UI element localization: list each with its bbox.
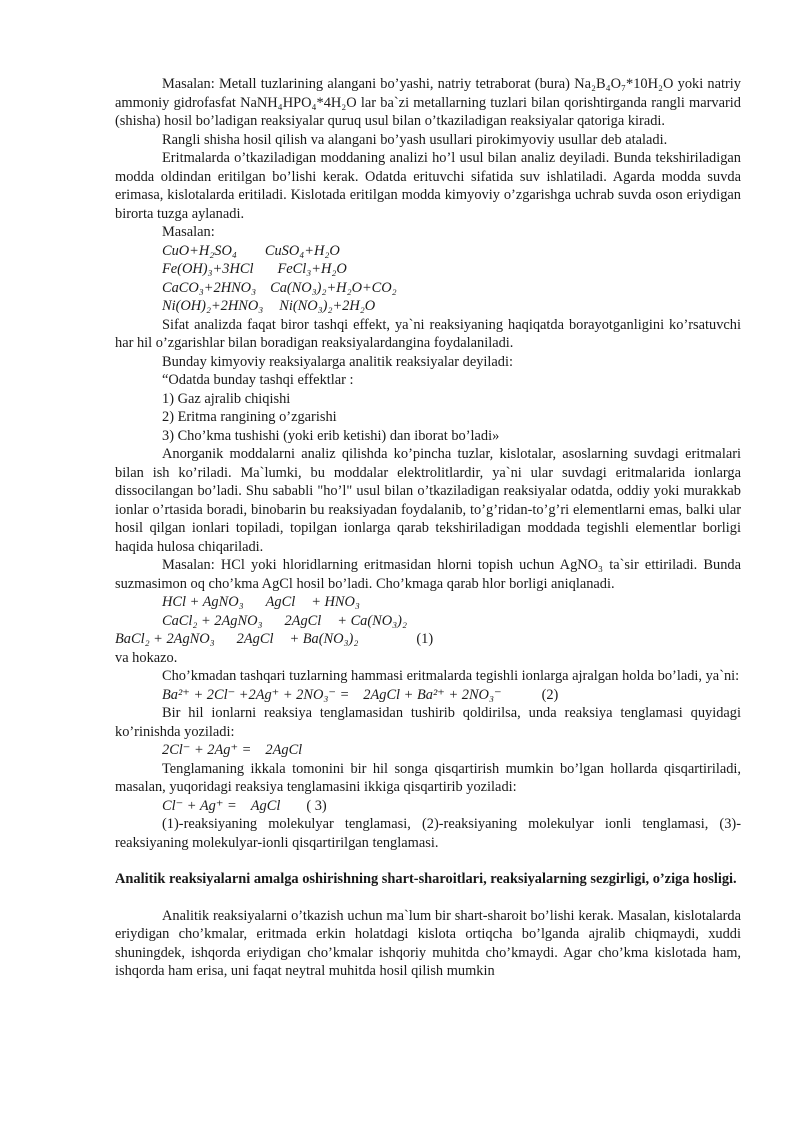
paragraph: Anorganik moddalarni analiz qilishda ko’pincha tuzlar, kislotalar, asoslarning suvdagi eritmalari bilan ish ko’riladi. Ma`lumki, bu moddalar elektrolitlardir, ya`ni ular suvdagi eritmalarida ionlarga dissocilangan bo’ladi. Shu sababli "ho’l" usul bilan o’tkaziladigan reaksiyalar odatda, oddiy yoki murakkab ionlar o’rtasida boradi, binobarin bu reaksiyadan foydalanib, to’g’ridan-to’g’ri elementlarni emas, balki ular hosil qilgan ionlari topiladi, topilgan ionlarga qarab tekshiriladigan moddada tegishli elementlar borligi haqida hulosa chiqariladi. bbox=[115, 446, 741, 555]
equation-left: Cl⁻ + Ag⁺ = bbox=[162, 797, 237, 814]
equation-right: 2AgCl + Ba²⁺ + 2NO₃⁻ bbox=[363, 686, 502, 703]
paragraph: Cho’kmadan tashqari tuzlarning hammasi eritmalarda tegishli ionlarga ajralgan holda bo’ladi, ya`ni: bbox=[162, 668, 740, 684]
paragraph: Rangli shisha hosil qilish va alangani bo’yash usullari pirokimyoviy usullar deb ataladi. bbox=[162, 131, 668, 148]
list-item: 1) Gaz ajralib chiqishi bbox=[162, 390, 291, 407]
ionic-equation bbox=[115, 686, 741, 705]
reaction-product: 2AgCl bbox=[284, 612, 322, 629]
paragraph: Bir hil ionlarni reaksiya tenglamasidan tushirib qoldirilsa, unda reaksiya tenglamasi quyidagi ko’rinishda yoziladi: bbox=[115, 705, 741, 740]
reaction-right: + Ba(NO₃)₂ bbox=[289, 631, 359, 647]
text-line: va hokazo. bbox=[115, 649, 178, 666]
equation-left: 2Cl⁻ + 2Ag⁺ = bbox=[162, 742, 252, 758]
paragraph: Bunday kimyoviy reaksiyalarga analitik reaksiyalar deyiladi: bbox=[162, 353, 513, 370]
reaction-right: Ni(NO₃)₂+2H₂O bbox=[279, 298, 376, 314]
paragraph: (1)-reaksiyaning molekulyar tenglamasi, (2)-reaksiyaning molekulyar ionli tenglamasi, (3)-reaksiyaning molekulyar-ionli qisqartirilgan tenglamasi. bbox=[115, 816, 741, 851]
equation-right: 2AgCl bbox=[265, 742, 303, 758]
reaction-left: HCl + AgNO₃ bbox=[162, 594, 244, 610]
list-item: 2) Eritma rangining o’zgarishi bbox=[162, 409, 337, 425]
reaction-line bbox=[115, 297, 741, 316]
paragraph: Masalan: HCl yoki hloridlarning eritmasidan hlorni topish uchun AgNO₃ ta`sir ettiriladi. Bunda suzmasimon oq cho’kma AgCl hosil bo’ladi. Cho’kmaga qarab hlor borligi aniqlanadi. bbox=[115, 557, 741, 592]
reaction-right: FeCl₃+H₂O bbox=[277, 261, 347, 277]
reaction-line bbox=[115, 593, 741, 612]
equation-left: Ba²⁺ + 2Cl⁻ +2Ag⁺ + 2NO₃⁻ = bbox=[162, 686, 350, 703]
reaction-left: CaCO₃+2HNO₃ bbox=[162, 279, 257, 296]
reaction-product: 2AgCl bbox=[236, 631, 274, 647]
reaction-line bbox=[115, 612, 741, 631]
reaction-line bbox=[115, 279, 741, 298]
reaction-line bbox=[115, 260, 741, 279]
equation-number: (1) bbox=[416, 631, 434, 647]
list-item: 3) Cho’kma tushishi (yoki erib ketishi) dan iborat bo’ladi» bbox=[162, 427, 500, 444]
reaction-product: AgCl bbox=[265, 594, 296, 610]
paragraph: Masalan: Metall tuzlarining alangani bo’yashi, natriy tetraborat (bura) Na₂B₄O₇*10H₂O yoki natriy ammoniy gidrofasfat NaNH₄HPO₄*4H₂O lar ba`zi metallarning tuzlari bilan qorishtirganda rangli marvarid (shisha) hosil bo’ladigan reaksiyalar quruq usul bilan o’tkaziladigan reaksiyalar qatoriga kiradi. bbox=[115, 76, 741, 129]
reaction-left: BaCl₂ + 2AgNO₃ bbox=[115, 631, 215, 647]
example-label: Masalan: bbox=[162, 224, 215, 240]
reaction-right: CuSO₄+H₂O bbox=[264, 242, 340, 259]
reaction-left: Ni(OH)₂+2HNO₃ bbox=[162, 298, 264, 314]
equation-number: ( 3) bbox=[306, 797, 327, 814]
paragraph: Analitik reaksiyalarni o’tkazish uchun ma`lum bir shart-sharoit bo’lishi kerak. Masalan, kislotalarda eriydigan cho’kmalar, eritmada erkin holatdagi kislota ortiqcha bo’lganda ajralib chiqmaydi, xuddi shuningdek, ishqorda eriydigan cho’kmalar ishqoriy muhitda cho’kmaydi. Agar cho’kma kislotada ham, ishqorda ham erisa, uni faqat neytral muhitda hosil qilish mumkin bbox=[115, 907, 741, 979]
reaction-left: Fe(OH)₃+3HCl bbox=[162, 261, 254, 277]
reaction-right: Ca(NO₃)₂+H₂O+CO₂ bbox=[270, 279, 397, 296]
document-body bbox=[115, 75, 741, 981]
ionic-equation bbox=[115, 741, 741, 760]
section-heading: Analitik reaksiyalarni amalga oshirishning shart-sharoitlari, reaksiyalarning sezgirligi, o’ziga hosligi. bbox=[115, 871, 737, 887]
reaction-line bbox=[115, 630, 741, 649]
paragraph: Tenglamaning ikkala tomonini bir hil songa qisqartirish mumkin bo’lgan hollarda qisqartiriladi, masalan, yuqoridagi reaksiya tenglamasini ikkiga qisqartirib yoziladi: bbox=[115, 760, 741, 795]
paragraph: Eritmalarda o’tkaziladigan moddaning analizi ho’l usul bilan analiz deyiladi. Bunda tekshiriladigan modda oldindan eritilgan bo’lishi kerak. Odatda erituvchi sifatida suv ishlatiladi. Agarda modda suvda erimasa, kislotalarda eritiladi. Kislotada eritilgan modda kimyoviy o’zgarishga uchrab suvda oson eriydigan birorta tuzga aylanadi. bbox=[115, 150, 741, 222]
equation-right: AgCl bbox=[250, 797, 281, 814]
reaction-left: CaCl₂ + 2AgNO₃ bbox=[162, 612, 263, 629]
reaction-right: + Ca(NO₃)₂ bbox=[337, 612, 407, 629]
reaction-left: CuO+H₂SO₄ bbox=[162, 242, 237, 259]
ionic-equation bbox=[115, 797, 741, 816]
equation-number: (2) bbox=[541, 686, 559, 703]
reaction-line bbox=[115, 242, 741, 261]
paragraph: Sifat analizda faqat biror tashqi effekt, ya`ni reaksiyaning haqiqatda borayotganligini ko’rsatuvchi har hil o’zgarishlar bilan boradigan reaksiyalardangina foydalaniladi. bbox=[115, 316, 741, 351]
reaction-right: + HNO₃ bbox=[311, 594, 360, 610]
quote-intro: “Odatda bunday tashqi effektlar : bbox=[162, 372, 354, 388]
